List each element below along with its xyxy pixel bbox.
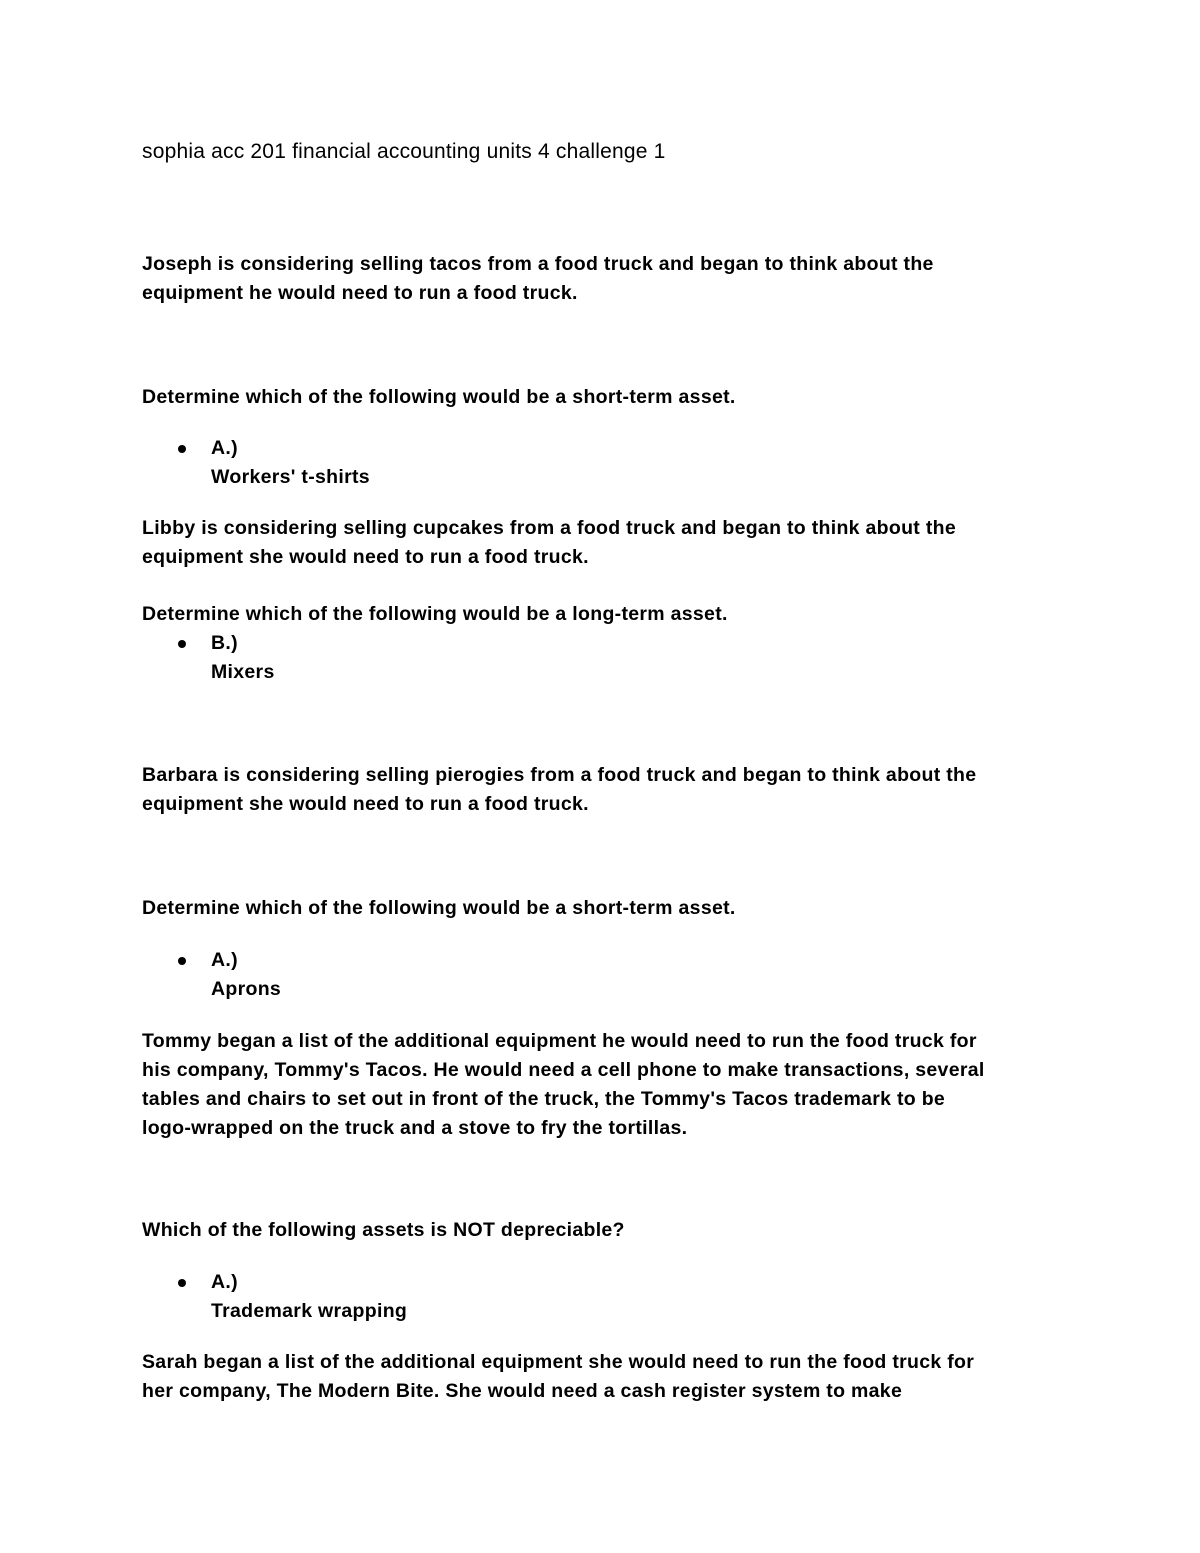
- answer-letter: A.): [211, 949, 238, 971]
- prompt-line: Which of the following assets is NOT depreciable?: [142, 1219, 625, 1241]
- prompt-line: Determine which of the following would be a short-term asset.: [142, 897, 736, 919]
- question-3-prompt: [142, 894, 1072, 923]
- answer-text: Mixers: [211, 661, 275, 683]
- answer-letter: A.): [211, 1271, 238, 1293]
- question-4-prompt: [142, 1216, 1072, 1245]
- question-2-scenario: [142, 514, 1072, 572]
- bullet-icon: [178, 946, 190, 975]
- scenario-line: Barbara is considering selling pierogies from a food truck and began to think about the: [142, 764, 977, 786]
- scenario-line: Sarah began a list of the additional equipment she would need to run the food truck for: [142, 1351, 975, 1373]
- answer-text: Aprons: [211, 978, 282, 1000]
- question-5-scenario: [142, 1348, 1072, 1406]
- scenario-line: Libby is considering selling cupcakes from a food truck and began to think about the: [142, 517, 956, 539]
- scenario-line: Tommy began a list of the additional equipment he would need to run the food truck for: [142, 1030, 977, 1052]
- question-4-answer: [211, 1268, 407, 1326]
- question-1-prompt: [142, 383, 1072, 412]
- question-2-answer: [211, 629, 275, 687]
- answer-letter: A.): [211, 437, 238, 459]
- scenario-line: Joseph is considering selling tacos from a food truck and began to think about the: [142, 253, 934, 275]
- question-2-prompt: [142, 600, 1072, 629]
- question-3-scenario: [142, 761, 1072, 819]
- document-title: sophia acc 201 financial accounting units 4 challenge 1: [142, 140, 666, 163]
- question-1-scenario: [142, 250, 1072, 308]
- prompt-line: Determine which of the following would be a short-term asset.: [142, 386, 736, 408]
- scenario-line: logo-wrapped on the truck and a stove to fry the tortillas.: [142, 1117, 688, 1139]
- question-3-answer: [211, 946, 281, 1004]
- scenario-line: his company, Tommy's Tacos. He would need a cell phone to make transactions, several: [142, 1059, 985, 1081]
- scenario-line: equipment he would need to run a food truck.: [142, 282, 578, 304]
- question-1-answer: [211, 434, 370, 492]
- bullet-icon: [178, 629, 190, 658]
- bullet-icon: [178, 1268, 190, 1297]
- scenario-line: tables and chairs to set out in front of the truck, the Tommy's Tacos trademark to be: [142, 1088, 946, 1110]
- scenario-line: her company, The Modern Bite. She would need a cash register system to make: [142, 1380, 903, 1402]
- bullet-icon: [178, 434, 190, 463]
- answer-text: Trademark wrapping: [211, 1300, 408, 1322]
- prompt-line: Determine which of the following would be a long-term asset.: [142, 603, 728, 625]
- answer-letter: B.): [211, 632, 238, 654]
- scenario-line: equipment she would need to run a food truck.: [142, 546, 589, 568]
- answer-text: Workers' t-shirts: [211, 466, 370, 488]
- scenario-line: equipment she would need to run a food truck.: [142, 793, 589, 815]
- question-4-scenario: [142, 1027, 1072, 1143]
